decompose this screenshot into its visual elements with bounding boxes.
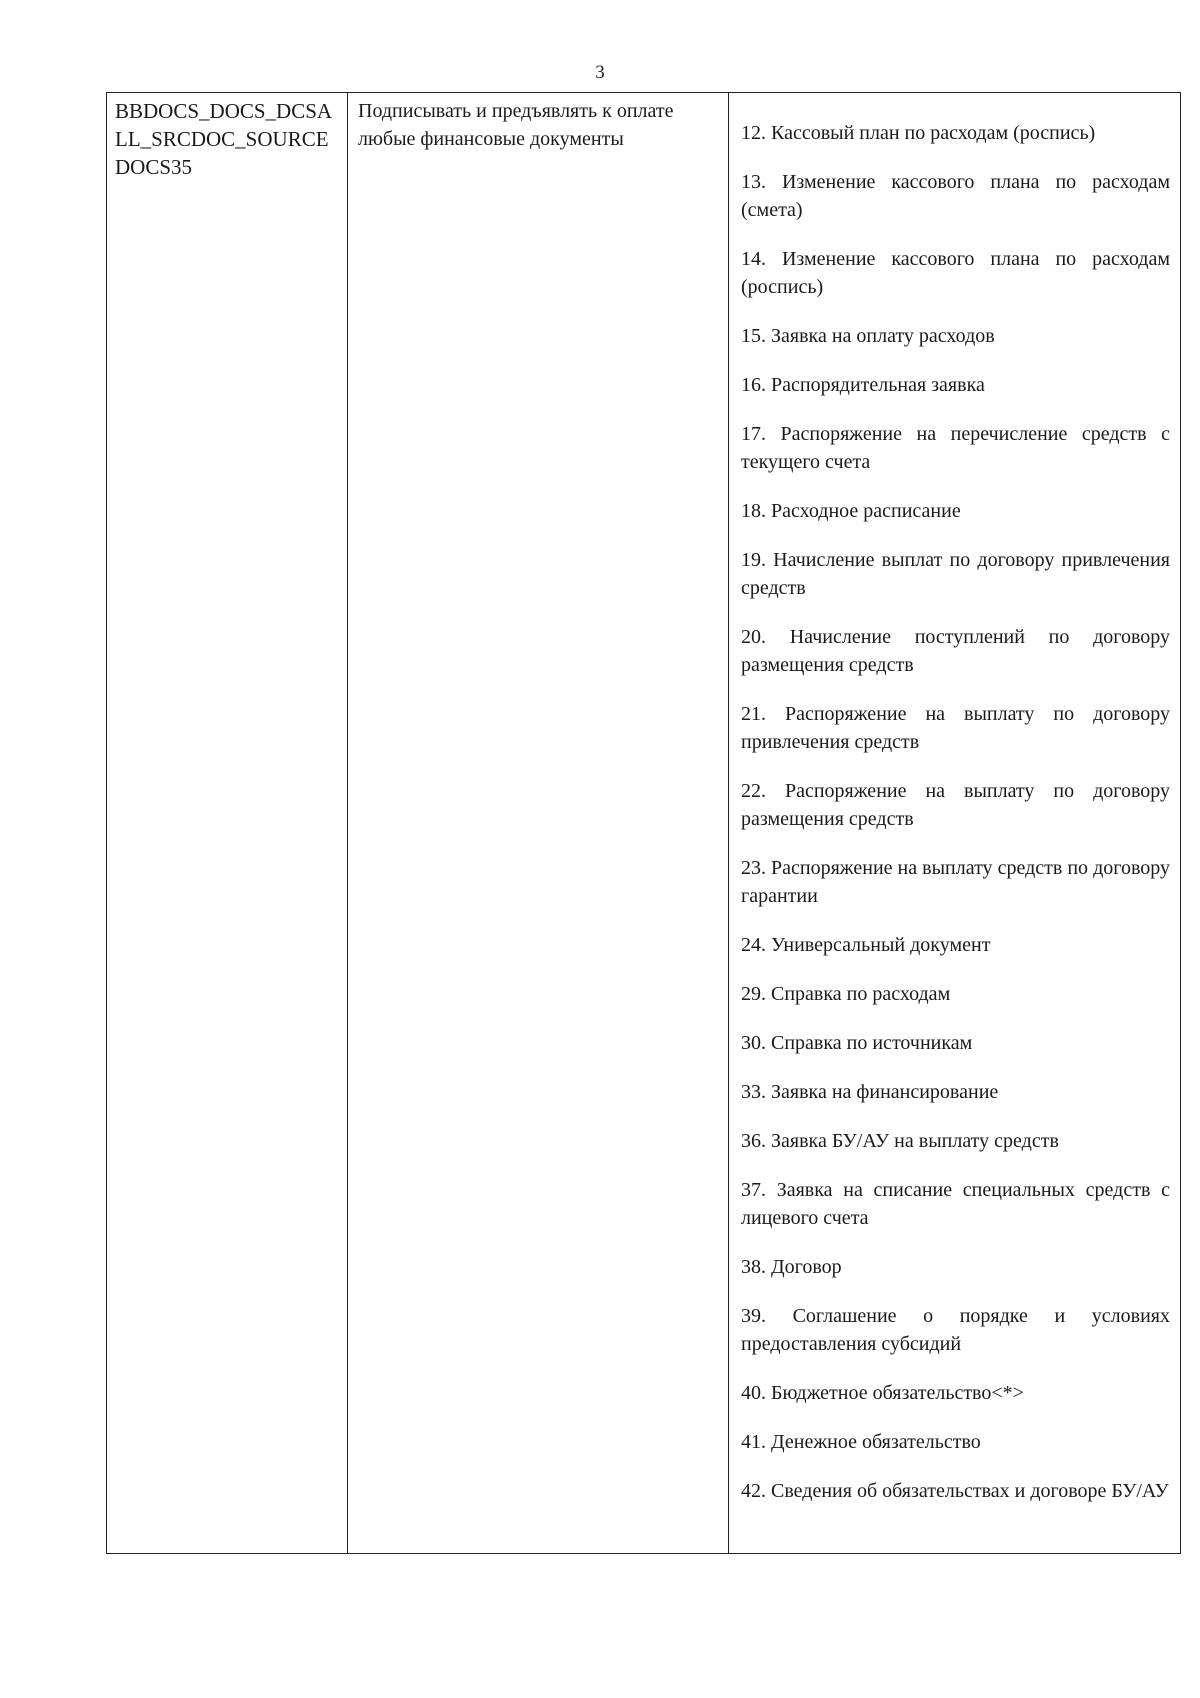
list-item: 15. Заявка на оплату расходов	[741, 325, 995, 347]
list-item: 39. Соглашение о порядке и условиях предоставления субсидий	[741, 1305, 1170, 1355]
permissions-table	[106, 92, 1181, 1554]
list-item: 21. Распоряжение на выплату по договору привлечения средств	[741, 703, 1170, 753]
permission-code: BBDOCS_DOCS_DCSALL_SRCDOC_SOURCEDOCS35	[115, 99, 333, 179]
list-item: 41. Денежное обязательство	[741, 1431, 981, 1453]
documents-cell	[729, 93, 1181, 1554]
list-item: 20. Начисление поступлений по договору размещения средств	[741, 626, 1170, 676]
list-item: 13. Изменение кассового плана по расходам (смета)	[741, 171, 1170, 221]
permission-cell	[348, 93, 729, 1554]
list-item: 40. Бюджетное обязательство<*>	[741, 1382, 1024, 1404]
permission-description: Подписывать и предъявлять к оплате любые финансовые документы	[358, 100, 674, 150]
list-item: 37. Заявка на списание специальных средств с лицевого счета	[741, 1179, 1170, 1229]
list-item: 14. Изменение кассового плана по расходам (роспись)	[741, 248, 1170, 298]
list-item: 22. Распоряжение на выплату по договору размещения средств	[741, 780, 1170, 830]
table-row	[107, 93, 1181, 1554]
list-item: 29. Справка по расходам	[741, 983, 951, 1005]
list-item: 19. Начисление выплат по договору привлечения средств	[741, 549, 1170, 599]
page-number: 3	[595, 62, 605, 83]
list-item: 17. Распоряжение на перечисление средств с текущего счета	[741, 423, 1170, 473]
list-item: 38. Договор	[741, 1256, 842, 1278]
list-item: 33. Заявка на финансирование	[741, 1081, 999, 1103]
list-item: 36. Заявка БУ/АУ на выплату средств	[741, 1130, 1059, 1152]
list-item: 12. Кассовый план по расходам (роспись)	[741, 122, 1096, 144]
list-item: 16. Распорядительная заявка	[741, 374, 985, 396]
list-item: 23. Распоряжение на выплату средств по договору гарантии	[741, 857, 1170, 907]
document-list	[741, 119, 1170, 1505]
list-item: 30. Справка по источникам	[741, 1032, 973, 1054]
list-item: 24. Универсальный документ	[741, 934, 991, 956]
code-cell	[107, 93, 348, 1554]
list-item: 42. Сведения об обязательствах и договоре БУ/АУ	[741, 1480, 1169, 1502]
list-item: 18. Расходное расписание	[741, 500, 961, 522]
